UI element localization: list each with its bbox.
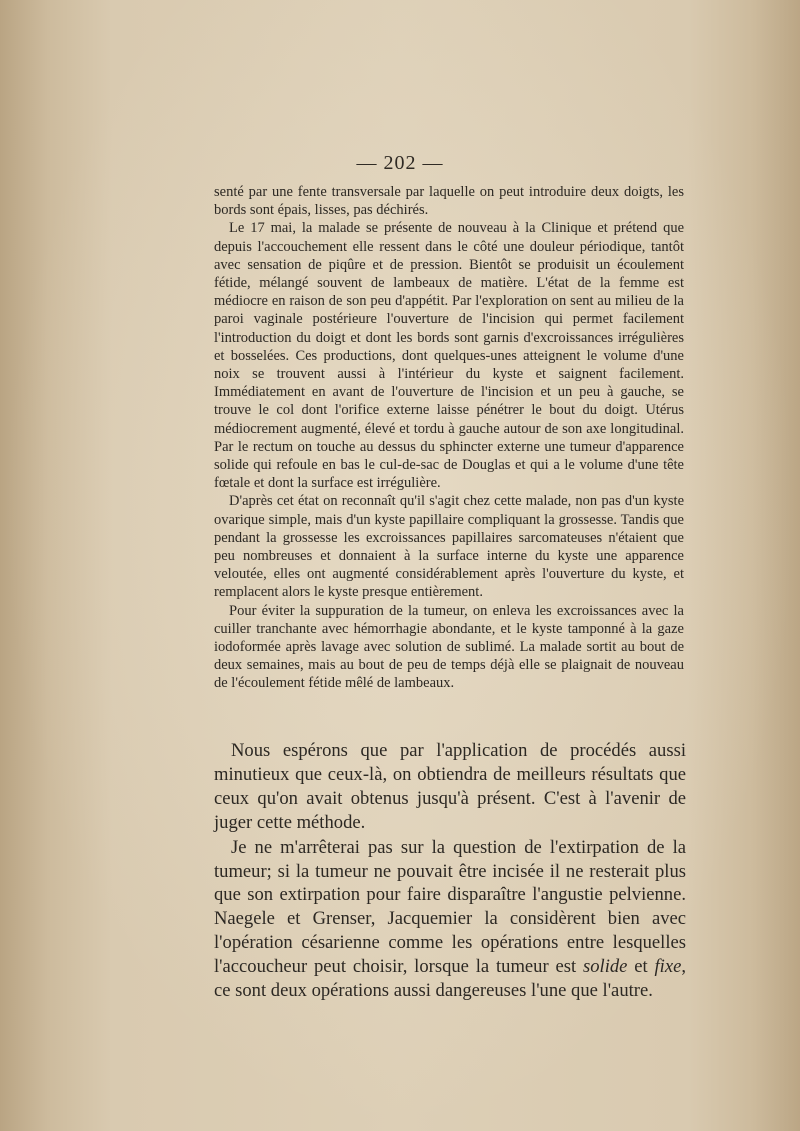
case-paragraph-3: D'après cet état on reconnaît qu'il s'agit chez cette malade, non pas d'un kyste ovarique simple, mais d'un kyste papillaire compliquant la grossesse. Tandis que pendant la grossesse les excroissances papillaires sarcomateuses n'étaient que peu nombreuses et donnaient à la surface interne du kyste une apparence veloutée, elles ont augmenté considérablement après l'ouverture du kyste, et remplacent alors le kyste presque entièrement. bbox=[214, 493, 684, 601]
case-report-block bbox=[214, 183, 684, 693]
case-paragraph-4: Pour éviter la suppuration de la tumeur, on enleva les excroissances avec la cuiller tranchante avec hémorrhagie abondante, et le kyste tamponné à la gaze iodoformée après lavage avec solution de sublimé. La malade sortit au bout de deux semaines, mais au bout de peu de temps déjà elle se plaignait de nouveau de l'écoulement fétide mêlé de lambeaux. bbox=[214, 602, 684, 692]
emphasis-fixe: fixe bbox=[654, 956, 682, 978]
conclusion-block bbox=[214, 739, 686, 1003]
conclusion-text-b: et bbox=[627, 956, 655, 978]
conclusion-paragraph-2 bbox=[214, 836, 686, 1003]
conclusion-text-c: , ce sont deux opérations aussi dangereuses l'une que l'autre. bbox=[214, 956, 687, 1002]
case-paragraph-1: senté par une fente transversale par laquelle on peut introduire deux doigts, les bords sont épais, lisses, pas déchirés. bbox=[214, 184, 684, 219]
page-number: — 202 — bbox=[356, 152, 444, 174]
case-paragraph-2: Le 17 mai, la malade se présente de nouveau à la Clinique et prétend que depuis l'accouchement elle ressent dans le côté une douleur périodique, tantôt avec sensation de piqûre et de pression. Bientôt se produisit un écoulement fétide, mélangé souvent de lambeaux de matière. L'état de la femme est médiocre en raison de son peu d'appétit. Par l'exploration on sent au milieu de la paroi vaginale postérieure l'ouverture de l'incision qui permet facilement l'introduction du doigt et dont les bords sont garnis d'excroissances irrégulières et bosselées. Ces productions, dont quelques-unes atteignent le volume d'une noix se trouvent aussi à l'intérieur du kyste et saignent facilement. Immédiatement en avant de l'ouverture de l'incision et un peu à gauche, se trouve le col dont l'orifice externe laisse pénétrer le bout du doigt. Utérus médiocrement augmenté, élevé et tordu à gauche autour de son axe longitudinal. Par le rectum on touche au dessus du sphincter externe une tumeur d'apparence solide qui refoule en bas le cul-de-sac de Douglas et qui a le volume d'une tête fœtale et dont la surface est irrégulière. bbox=[214, 220, 684, 492]
conclusion-paragraph-1: Nous espérons que par l'application de procédés aussi minutieux que ceux-là, on obtiendra de meilleurs résultats que ceux qu'on avait obtenus jusqu'à présent. C'est à l'avenir de juger cette méthode. bbox=[214, 740, 686, 833]
emphasis-solide: solide bbox=[583, 956, 628, 978]
conclusion-text-a: Je ne m'arrêterai pas sur la question de l'extirpation de la tumeur; si la tumeur ne pouvait être incisée il ne resterait plus que son extirpation pour faire disparaître l'angustie pelvienne. Naegele et Grenser, Jacquemier la considèrent bien avec l'opération césarienne comme les opérations entre lesquelles l'accoucheur peut choisir, lorsque la tumeur est bbox=[214, 836, 686, 978]
